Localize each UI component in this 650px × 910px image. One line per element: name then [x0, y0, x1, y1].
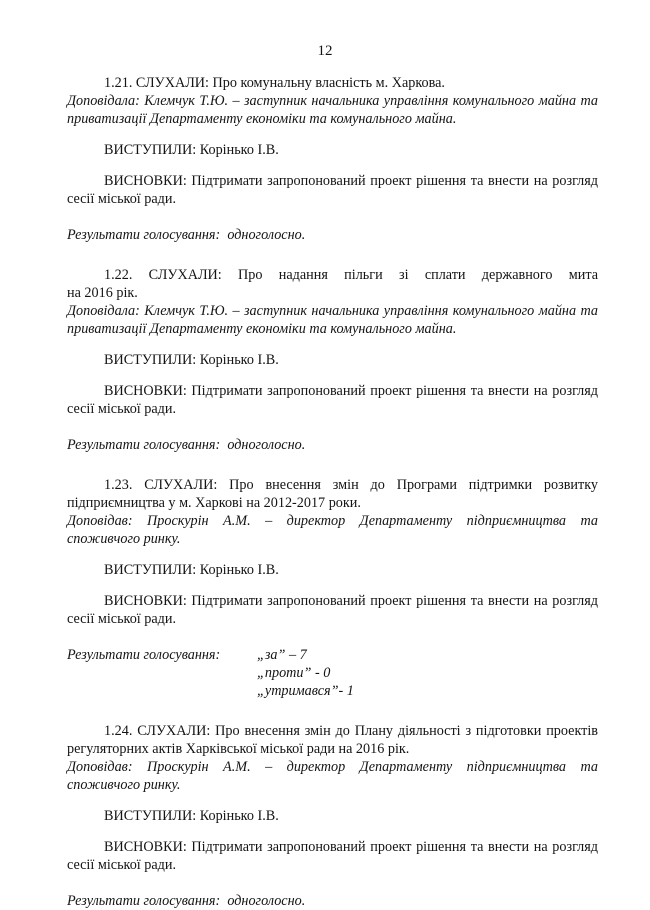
page-number: 12 [317, 43, 333, 59]
voting-result [67, 646, 598, 700]
agenda-item-1-24 [67, 722, 598, 910]
voting-result-value: одноголосно. [227, 893, 306, 909]
voting-result-label: Результати голосування: [67, 893, 221, 909]
conclusions-text: ВИСНОВКИ: Підтримати запропонований проект рішення та внести на розгляд сесії міської ради. [67, 383, 598, 417]
spoke-text: ВИСТУПИЛИ: Корінько І.В. [104, 562, 279, 578]
heard-text: 1.22. СЛУХАЛИ: Про надання пільги зі сплати державного мита [104, 267, 598, 283]
conclusions-text: ВИСНОВКИ: Підтримати запропонований проект рішення та внести на розгляд сесії міської ради. [67, 839, 598, 873]
heard-text-continuation: на 2016 рік. [67, 285, 138, 301]
voting-result [67, 892, 598, 910]
heard-text: 1.21. СЛУХАЛИ: Про комунальну власність м. Харкова. [104, 75, 445, 91]
voting-result-label: Результати голосування: [67, 437, 221, 453]
heard-text: 1.23. СЛУХАЛИ: Про внесення змін до Програми підтримки розвитку підприємництва у м. Харкові на 2012-2017 роки. [67, 477, 598, 511]
voting-result-value: одноголосно. [227, 227, 306, 243]
agenda-item-1-23 [67, 476, 598, 700]
voting-result [67, 436, 598, 454]
reporter-text: Доповідав: Проскурін А.М. – директор Департаменту підприємництва та споживчого ринку. [67, 759, 598, 793]
heard-text: 1.24. СЛУХАЛИ: Про внесення змін до Плану діяльності з підготовки проектів регуляторних актів Харківської міської ради на 2016 рік. [67, 723, 598, 757]
spoke-text: ВИСТУПИЛИ: Корінько І.В. [104, 142, 279, 158]
vote-against: „проти” - 0 [257, 665, 331, 681]
voting-result [67, 226, 598, 244]
voting-result-label: Результати голосування: [67, 647, 221, 663]
conclusions-text: ВИСНОВКИ: Підтримати запропонований проект рішення та внести на розгляд сесії міської ради. [67, 173, 598, 207]
vote-abstained: „утримався”- 1 [257, 683, 354, 699]
reporter-text: Доповідала: Клемчук Т.Ю. – заступник начальника управління комунального майна та приватизації Департаменту економіки та комунального майна. [67, 93, 598, 127]
agenda-item-1-21 [67, 74, 598, 244]
document-body [67, 74, 598, 910]
reporter-text: Доповідала: Клемчук Т.Ю. – заступник начальника управління комунального майна та приватизації Департаменту економіки та комунального майна. [67, 303, 598, 337]
vote-counts [257, 646, 354, 700]
voting-result-value: одноголосно. [227, 437, 306, 453]
vote-for: „за” – 7 [257, 647, 307, 663]
spoke-text: ВИСТУПИЛИ: Корінько І.В. [104, 808, 279, 824]
voting-result-label: Результати голосування: [67, 227, 221, 243]
agenda-item-1-22 [67, 266, 598, 454]
spoke-text: ВИСТУПИЛИ: Корінько І.В. [104, 352, 279, 368]
conclusions-text: ВИСНОВКИ: Підтримати запропонований проект рішення та внести на розгляд сесії міської ради. [67, 593, 598, 627]
reporter-text: Доповідав: Проскурін А.М. – директор Департаменту підприємництва та споживчого ринку. [67, 513, 598, 547]
